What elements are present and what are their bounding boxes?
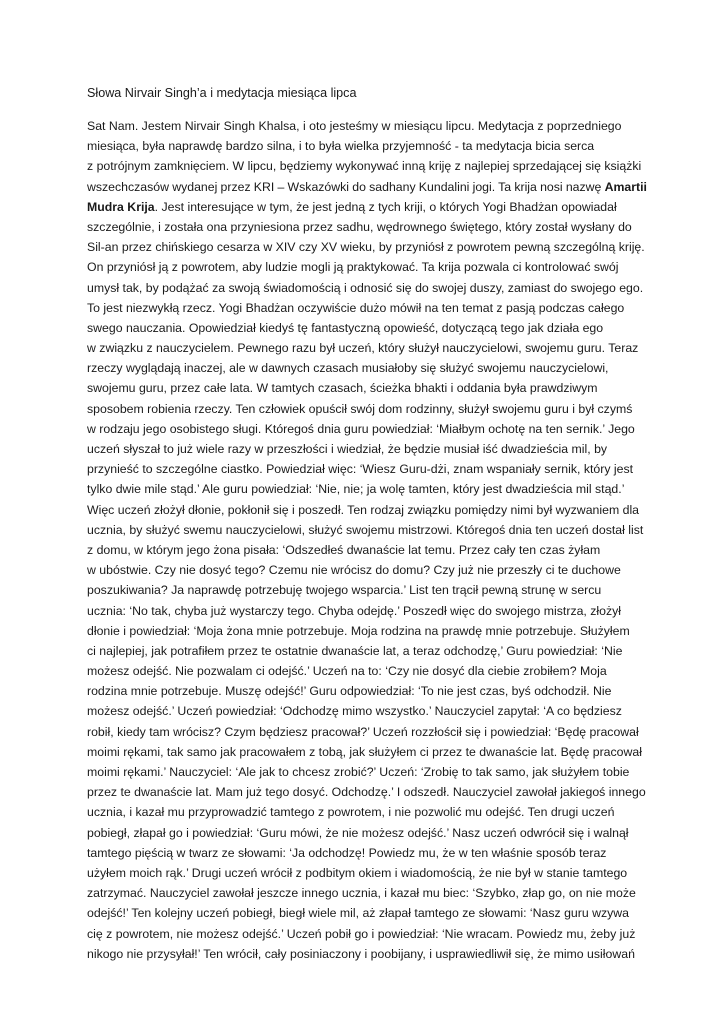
text-run: rzeczy wyglądają inaczej, ale w dawnych czasach musiałoby się służyć swojemu nauczycielowi, — [87, 361, 609, 376]
paragraph-line — [87, 318, 647, 338]
paragraph-line — [87, 257, 647, 277]
paragraph-line — [87, 197, 647, 217]
paragraph-line — [87, 399, 647, 419]
text-run: ci najlepiej, jak potrafiłem przez te ostatnie dwanaście lat, a teraz odchodzę,’ Guru powiedział: ‘Nie — [87, 643, 623, 658]
paragraph-line — [87, 863, 647, 883]
paragraph-line — [87, 156, 647, 176]
paragraph-line — [87, 701, 647, 721]
text-run: nikogo nie przysyłał!’ Ten wrócił, cały posiniaczony i poobijany, i usprawiedliwił się, że mimo usiłowań — [87, 946, 635, 961]
bold-text-run: Amartii — [604, 179, 647, 194]
text-run: robił, kiedy tam wrócisz? Czym będziesz pracował?’ Uczeń rozzłościł się i powiedział: ‘Będę pracował — [87, 724, 639, 739]
text-run: dłonie i powiedział: ‘Moja żona mnie potrzebuje. Moja rodzina na prawdę mnie potrzebuje. Służyłem — [87, 623, 630, 638]
paragraph-line — [87, 500, 647, 520]
paragraph-line — [87, 217, 647, 237]
text-run: swojemu guru, przez całe lata. W tamtych czasach, ścieżka bhakti i oddania była prawdziwym — [87, 381, 598, 396]
paragraph-line — [87, 378, 647, 398]
paragraph-line — [87, 641, 647, 661]
text-run: z potrójnym zamknięciem. W lipcu, będziemy wykonywać inną kriję z najlepiej sprzedającej się książki — [87, 159, 642, 174]
text-run: Sil-an przez chińskiego cesarza w XIV czy XV wieku, by przyniósł z powrotem pewną szczególną kriję. — [87, 240, 645, 255]
paragraph-line — [87, 903, 647, 923]
paragraph-line — [87, 782, 647, 802]
text-run: . Jest interesujące w tym, że jest jedną z tych kriji, o których Yogi Bhadżan opowiadał — [154, 199, 617, 214]
paragraph-line — [87, 278, 647, 298]
text-run: możesz odejść.’ Uczeń powiedział: ‘Odchodzę mimo wszystko.’ Nauczyciel zapytał: ‘A co będziesz — [87, 704, 622, 719]
text-run: On przyniósł ją z powrotem, aby ludzie mogli ją praktykować. Ta krija pozwala ci kontrolować swój — [87, 260, 619, 275]
text-run: zatrzymać. Nauczyciel zawołał jeszcze innego ucznia, i kazał mu biec: ‘Szybko, złap go, on nie może — [87, 886, 636, 901]
text-run: pobiegł, złapał go i powiedział: ‘Guru mówi, że nie możesz odejść.’ Nasz uczeń odwrócił się i walnął — [87, 825, 629, 840]
text-run: w ubóstwie. Czy nie dosyć tego? Czemu nie wrócisz do domu? Czy już nie przeszły ci te duchowe — [87, 563, 621, 578]
text-run: tamtego pięścią w twarz ze słowami: ‘Ja odchodzę! Powiedz mu, że w ten właśnie sposób teraz — [87, 845, 607, 860]
text-run: w związku z nauczycielem. Pewnego razu był uczeń, który służył nauczycielowi, swojemu guru. Teraz — [87, 341, 639, 356]
text-run: rodzina mnie potrzebuje. Muszę odejść!’ Guru odpowiedział: ‘To nie jest czas, byś odchodził. Nie — [87, 684, 612, 699]
text-run: uczeń słyszał to już wiele razy w przeszłości i wiedział, że będzie musiał iść dwadzieścia mil, by — [87, 442, 608, 456]
text-run: użyłem moich rąk.’ Drugi uczeń wrócił z podbitym okiem i wiadomością, że nie był w stanie tamtego — [87, 865, 628, 880]
paragraph-line — [87, 419, 647, 439]
paragraph-line — [87, 944, 647, 964]
paragraph-line — [87, 136, 647, 156]
paragraph-line — [87, 479, 647, 499]
paragraph-line — [87, 802, 647, 822]
paragraph-line — [87, 661, 647, 681]
paragraph-line — [87, 116, 647, 136]
text-run: odejść!’ Ten kolejny uczeń pobiegł, biegł wiele mil, aż złapał tamtego ze słowami: ‘Nasz guru wzywa — [87, 906, 630, 921]
paragraph-line — [87, 177, 647, 197]
text-run: ucznia, i kazał mu przyprowadzić tamtego z powrotem, i nie pozwolić mu odejść. Ten drugi uczeń — [87, 805, 615, 820]
text-run: możesz odejść. Nie pozwalam ci odejść.’ Uczeń na to: ‘Czy nie dosyć dla ciebie zrobiłem? Moja — [87, 664, 607, 679]
text-run: wszechczasów wydanej przez KRI – Wskazówki do sadhany Kundalini jogi. Ta krija nosi nazwę — [87, 179, 605, 194]
paragraph-line — [87, 439, 647, 459]
text-run: szczególnie, i została ona przyniesiona przez sadhu, wędrownego świętego, który został wysłany do — [87, 219, 632, 234]
text-run: poszukiwania? Ja naprawdę potrzebuję twojego wsparcia.’ List ten trącił pewną strunę w sercu — [87, 583, 602, 598]
paragraph-line — [87, 560, 647, 580]
text-run: umysł tak, by podążać za swoją świadomością i odnosić się do swojej duszy, zamiast do swojego ego. — [87, 280, 644, 295]
text-run: moimi rękami, tak samo jak pracowałem z tobą, jak służyłem ci przez te dwanaście lat. Będę pracował — [87, 744, 642, 759]
paragraph-line — [87, 237, 647, 257]
document-title: Słowa Nirvair Singh’a i medytacja miesiąca lipca — [87, 86, 357, 100]
paragraph-line — [87, 924, 647, 944]
text-run: miesiąca, była naprawdę bardzo silna, i to była wielka przyjemność - ta medytacja bicia serca — [87, 139, 595, 154]
paragraph-line — [87, 722, 647, 742]
paragraph-line — [87, 540, 647, 560]
text-run: ucznia: ‘No tak, chyba już wystarczy tego. Chyba odejdę.’ Poszedł więc do swojego mistrza, złożył — [87, 603, 622, 618]
paragraph-line — [87, 742, 647, 762]
paragraph-line — [87, 601, 647, 621]
text-run: Więc uczeń złożył dłonie, pokłonił się i poszedł. Ten rodzaj związku pomiędzy nimi był wyzwaniem dla — [87, 502, 640, 517]
text-run: swego nauczania. Opowiedział kiedyś tę fantastyczną opowieść, dotyczącą tego jak działa ego — [87, 320, 604, 335]
text-run: w rodzaju jego osobistego sługi. Któregoś dnia guru powiedział: ‘Miałbym ochotę na ten sernik.’ Jego — [87, 421, 635, 436]
text-run: przynieść to szczególne ciastko. Powiedział więc: ‘Wiesz Guru-dżi, znam wspaniały sernik, który jest — [87, 462, 634, 477]
text-run: tylko dwie mile stąd.’ Ale guru powiedział: ‘Nie, nie; ja wolę tamten, który jest dwadzieścia mil stąd.’ — [87, 482, 625, 497]
paragraph-line — [87, 358, 647, 378]
bold-text-run: Mudra Krija — [87, 199, 155, 214]
text-run: moimi rękami.’ Nauczyciel: ‘Ale jak to chcesz zrobić?’ Uczeń: ‘Zrobię to tak samo, jak służyłem tobie — [87, 765, 630, 779]
paragraph-line — [87, 762, 647, 782]
text-run: To jest niezwykłą rzecz. Yogi Bhadżan oczywiście dużo mówił na ten temat z pasją podczas całego — [87, 300, 625, 315]
paragraph-line — [87, 843, 647, 863]
paragraph-line — [87, 459, 647, 479]
text-run: sposobem robienia rzeczy. Ten człowiek opuścił swój dom rodzinny, służył swojemu guru i był czymś — [87, 401, 633, 416]
paragraph-line — [87, 520, 647, 540]
paragraph-line — [87, 580, 647, 600]
paragraph-line — [87, 681, 647, 701]
text-run: ucznia, by służyć swemu nauczycielowi, służyć swojemu mistrzowi. Któregoś dnia ten uczeń dostał list — [87, 522, 644, 537]
paragraph-line — [87, 298, 647, 318]
text-run: przez te dwanaście lat. Mam już tego dosyć. Odchodzę.’ I odszedł. Nauczyciel zawołał jakiegoś innego — [87, 785, 646, 800]
paragraph-line — [87, 338, 647, 358]
text-run: Sat Nam. Jestem Nirvair Singh Khalsa, i oto jesteśmy w miesiącu lipcu. Medytacja z poprzedniego — [87, 119, 622, 133]
paragraph-line — [87, 621, 647, 641]
document-body — [87, 116, 647, 964]
text-run: cię z powrotem, nie możesz odejść.’ Uczeń pobił go i powiedział: ‘Nie wracam. Powiedz mu, żeby już — [87, 926, 636, 941]
paragraph-line — [87, 823, 647, 843]
paragraph-line — [87, 883, 647, 903]
text-run: z domu, w którym jego żona pisała: ‘Odszedłeś dwanaście lat temu. Przez cały ten czas żyłam — [87, 542, 601, 557]
